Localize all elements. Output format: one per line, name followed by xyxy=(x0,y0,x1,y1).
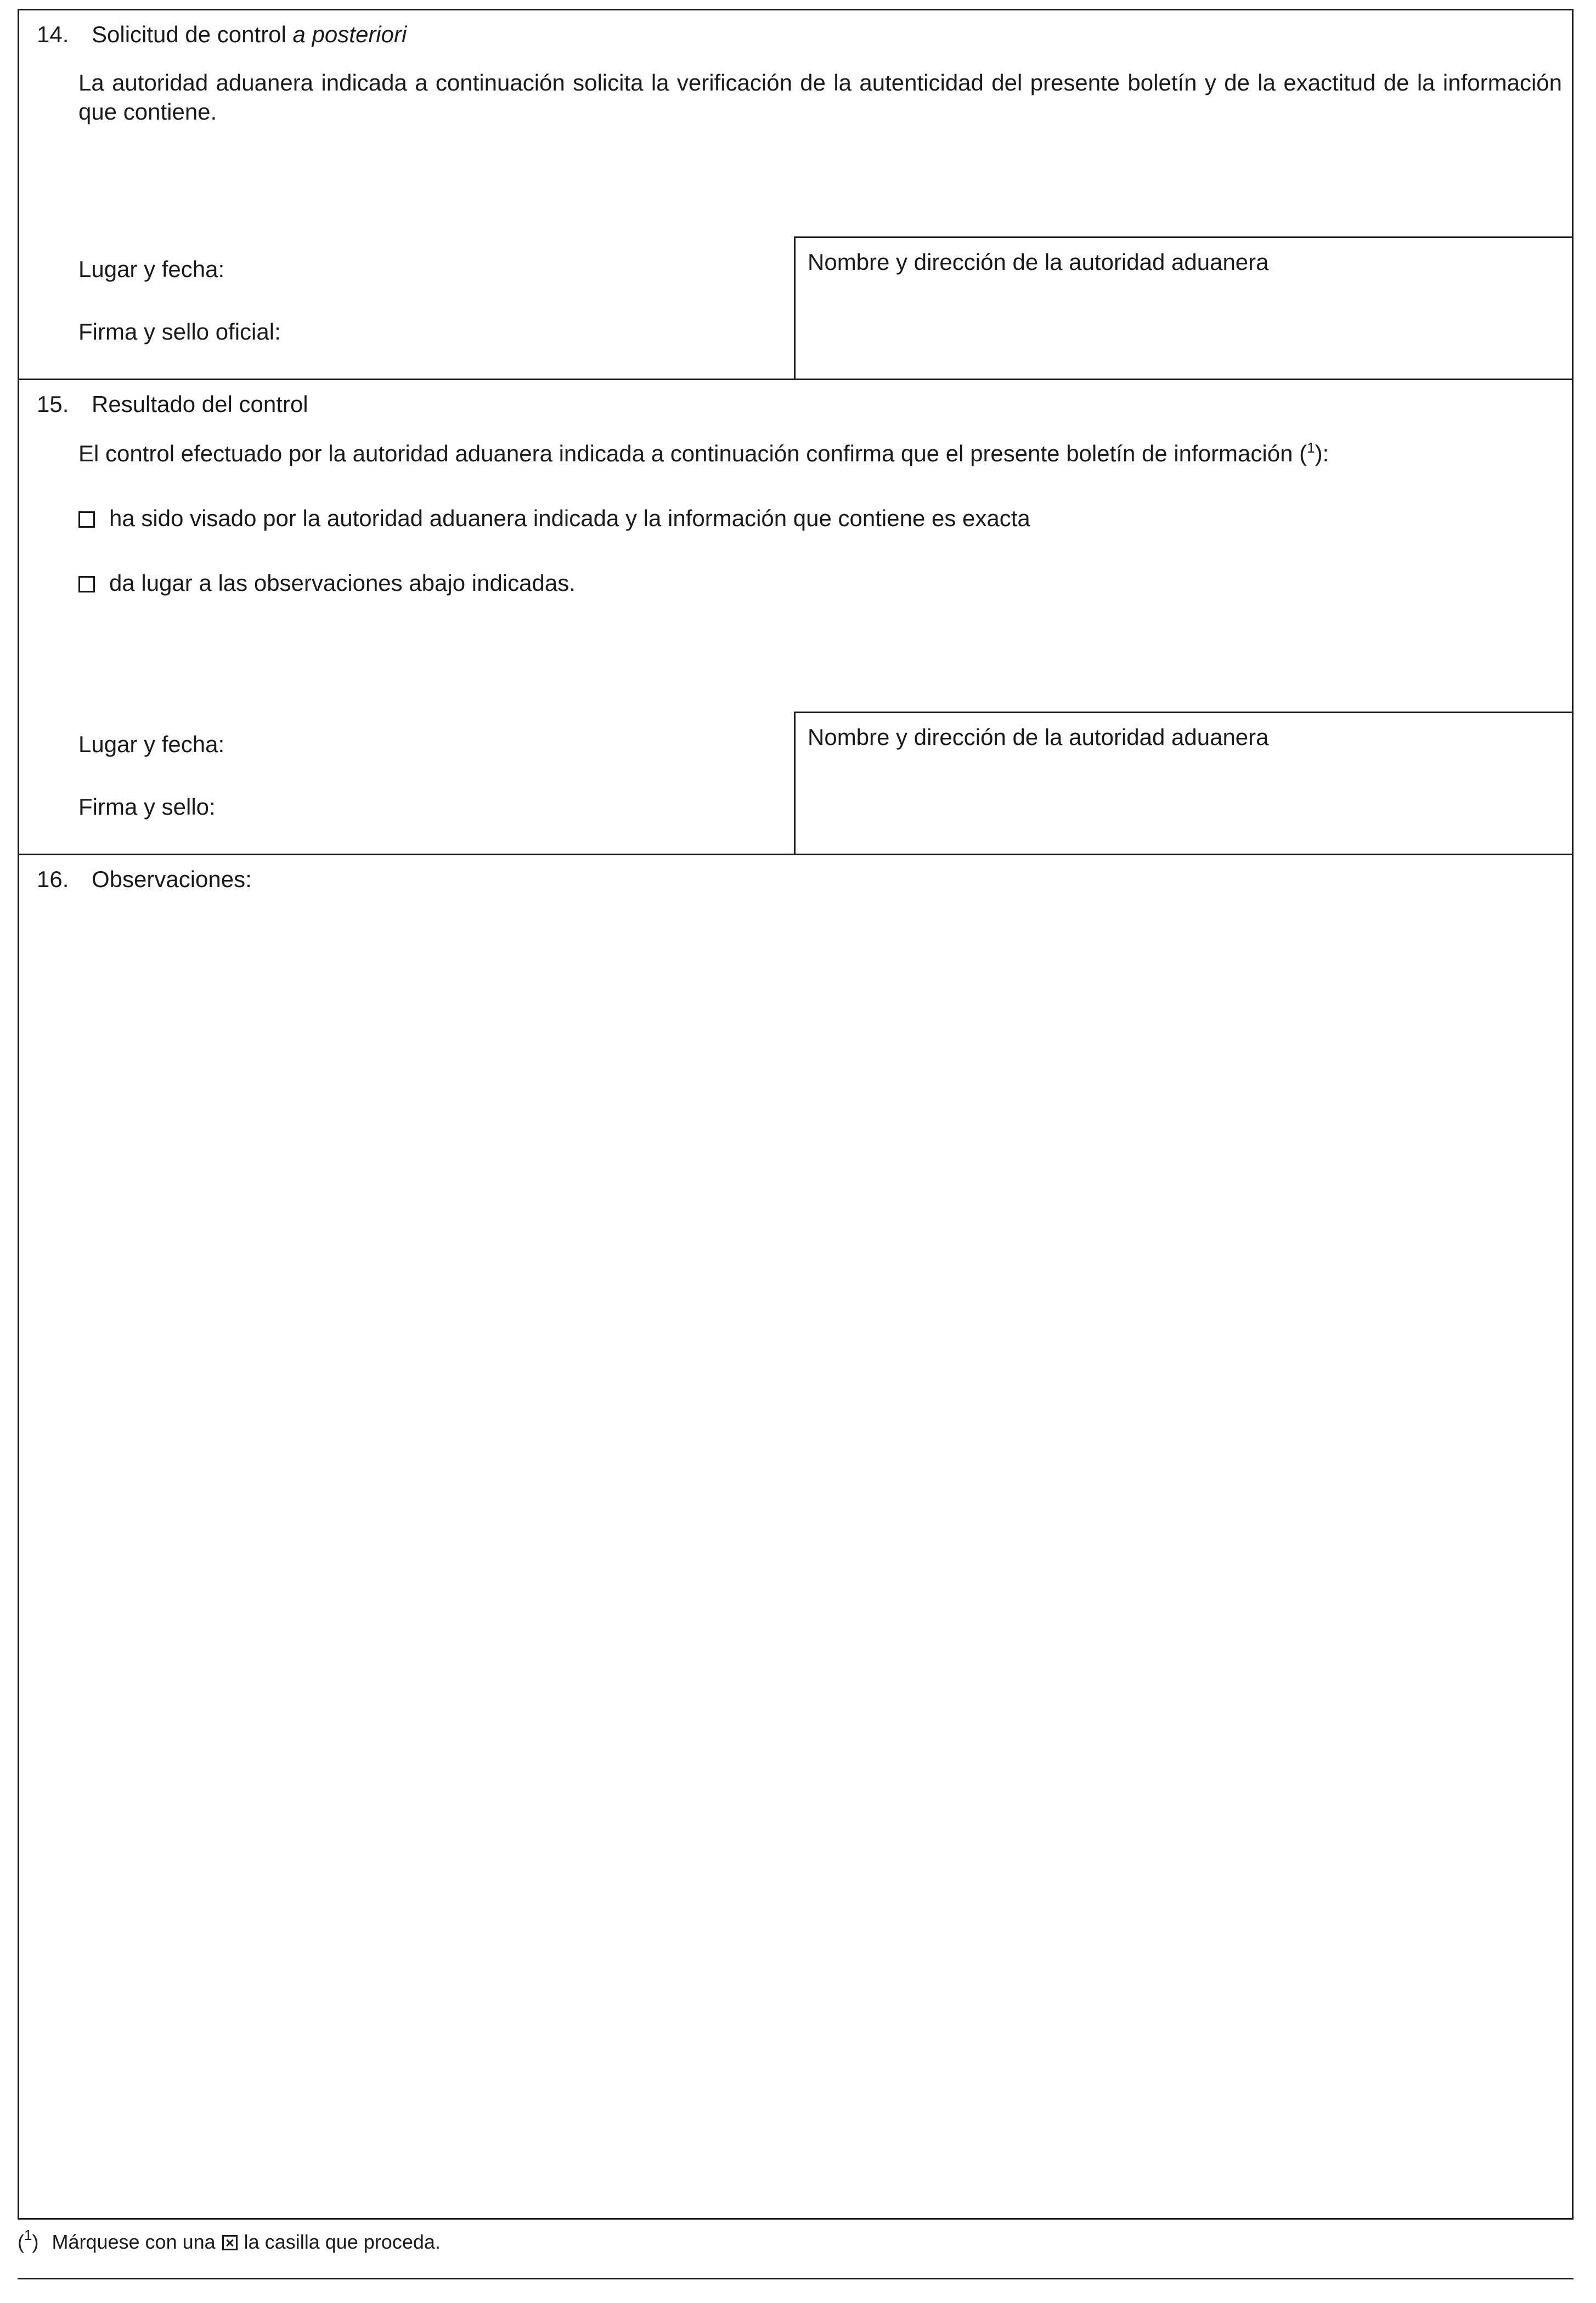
section-14-authority-label: Nombre y dirección de la autoridad aduanera xyxy=(808,249,1269,275)
section-16-number: 16. xyxy=(37,866,69,892)
section-15-authority-box xyxy=(794,712,1574,855)
checkbox-observaciones[interactable] xyxy=(78,576,95,592)
section-16-title: Observaciones: xyxy=(92,866,252,892)
section-15-option-1-label: ha sido visado por la autoridad aduanera indicada y la información que contiene es exacta xyxy=(109,505,1030,531)
section-15-heading xyxy=(37,390,308,419)
section-15-place-date-label: Lugar y fecha: xyxy=(78,731,225,757)
section-14-title: Solicitud de control xyxy=(92,21,286,47)
footnote xyxy=(18,2229,441,2254)
section-15-option-2[interactable] xyxy=(78,569,576,598)
section-15-paragraph xyxy=(78,439,1562,468)
section-15-number: 15. xyxy=(37,391,69,417)
section-15-paragraph-end: ): xyxy=(1315,441,1329,466)
footnote-number: ($^1$) xyxy=(18,2227,39,2253)
section-16 xyxy=(19,855,1572,2220)
section-14-title-italic: a posteriori xyxy=(292,21,407,47)
section-14-signature-label: Firma y sello oficial: xyxy=(78,319,281,345)
section-14-authority-box xyxy=(794,236,1574,380)
section-15-authority-label: Nombre y dirección de la autoridad aduanera xyxy=(808,724,1269,750)
section-14 xyxy=(19,10,1572,380)
section-15-signature-label: Firma y sello: xyxy=(78,794,216,820)
section-15-title: Resultado del control xyxy=(92,391,308,417)
section-14-number: 14. xyxy=(37,21,69,47)
section-15-paragraph-text: El control efectuado por la autoridad aduanera indicada a continuación confirma que el presente boletín de información ( xyxy=(78,441,1307,466)
section-14-paragraph: La autoridad aduanera indicada a continuación solicita la verificación de la autenticidad del presente boletín y de la exactitud de la información que contiene. xyxy=(78,70,1562,125)
checked-box-icon xyxy=(222,2235,238,2250)
section-16-heading xyxy=(37,865,252,894)
bottom-divider xyxy=(18,2278,1574,2279)
section-14-place-date-label: Lugar y fecha: xyxy=(78,256,225,282)
footnote-text-after: la casilla que proceda. xyxy=(244,2231,441,2253)
checkbox-visado[interactable] xyxy=(78,511,95,528)
section-14-heading xyxy=(37,20,407,49)
section-15 xyxy=(19,380,1572,855)
form-frame xyxy=(18,9,1574,2220)
section-15-option-1[interactable] xyxy=(78,504,1030,533)
section-15-footnote-ref: 1 xyxy=(1307,439,1315,456)
section-15-option-2-label: da lugar a las observaciones abajo indicadas. xyxy=(109,570,576,596)
footnote-text-before: Márquese con una xyxy=(52,2231,216,2253)
